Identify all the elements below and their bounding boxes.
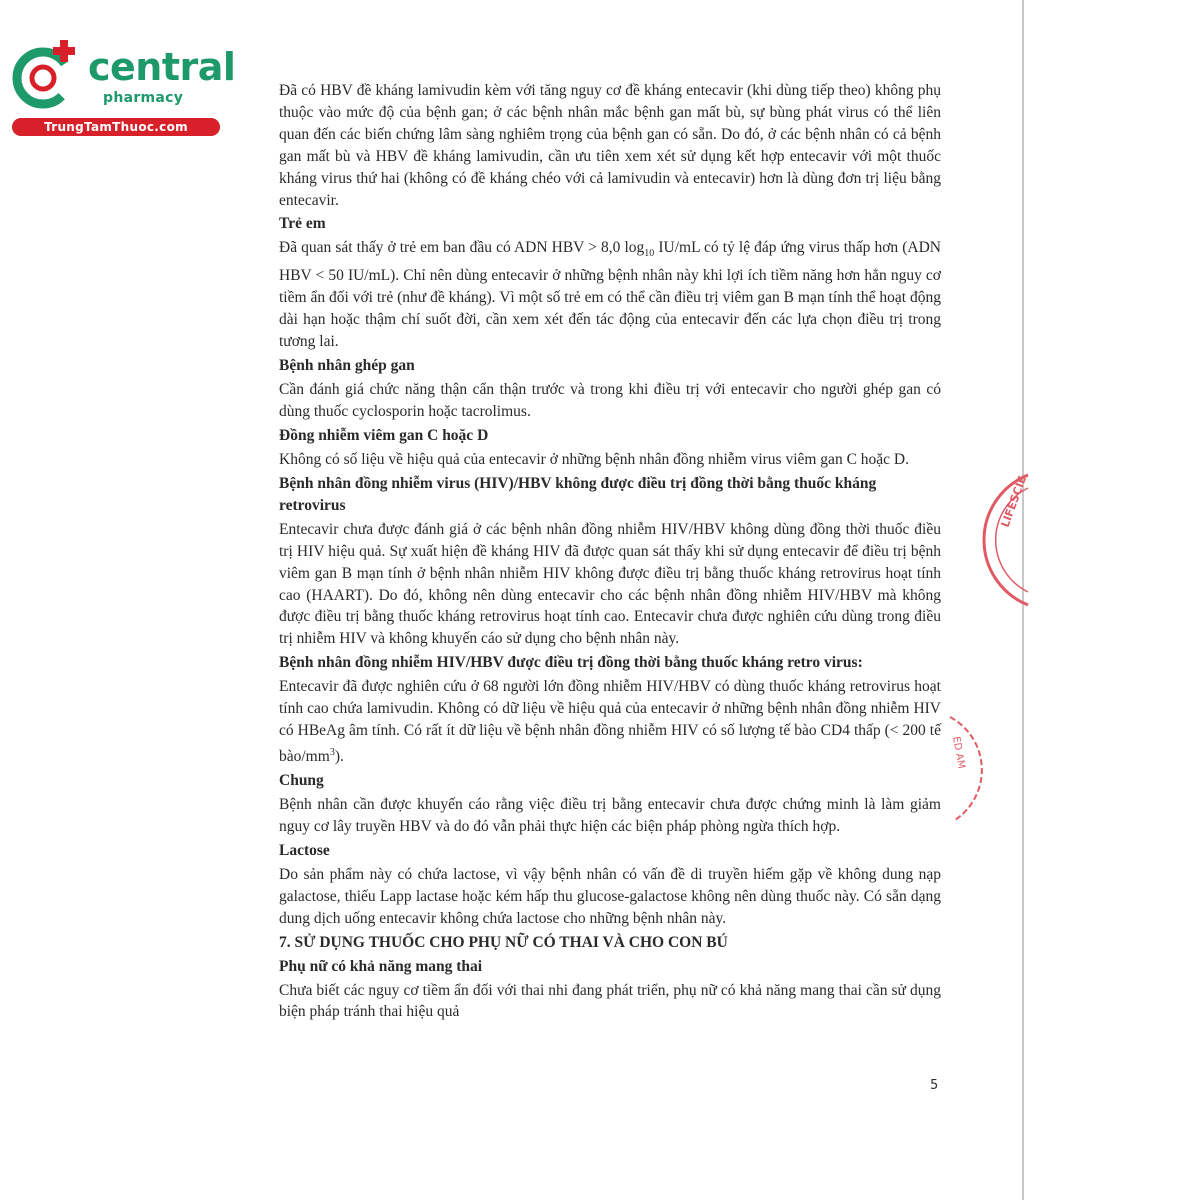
heading-liver-transplant: Bệnh nhân ghép gan [279,357,415,375]
paragraph-liver-transplant: Cần đánh giá chức năng thận cẩn thận trước và trong khi điều trị với entecavir cho người ghép gan có dùng thuốc cyclosporin hoặc tacrolimus. [279,381,941,420]
paragraph-hiv-untreated: Entecavir chưa được đánh giá ở các bệnh nhân đồng nhiễm HIV/HBV không dùng đồng thời thuốc điều trị HIV hiệu quả. Sự xuất hiện đề kháng HIV đã được quan sát thấy khi sử dụng entecavir để điều trị bệnh viêm gan B mạn tính ở bệnh nhân nhiễm HIV không được điều trị bằng thuốc kháng retrovirus hoạt tính cao (HAART). Do đó, không nên dùng entecavir cho các bệnh nhân đồng nhiễm HIV/HBV mà không được điều trị bằng thuốc kháng retrovirus hoạt tính cao. Entecavir chưa được nghiên cứu dùng trong điều trị nhiễm HIV và không khuyến cáo sử dụng cho bệnh nhân này. [279,520,941,648]
pharmacy-cross-icon [10,38,82,110]
heading-childbearing: Phụ nữ có khả năng mang thai [279,957,483,975]
stamp-text-1: LIFESCIE [998,474,1030,530]
paragraph-lamivudin-resistance: Đã có HBV đề kháng lamivudin kèm với tăng nguy cơ đề kháng entecavir (khi dùng tiếp theo) không phụ thuộc vào mức độ của bệnh gan; ở các bệnh nhân mắc bệnh gan mất bù, sự bùng phát virus có thể liên quan đến các biến chứng lâm sàng nghiêm trọng của bệnh gan có sẵn. Do đó, ở các bệnh nhân có cả bệnh gan mất bù và HBV đề kháng lamivudin, cần ưu tiên xem xét sử dụng kết hợp entecavir với một thuốc kháng virus thứ hai (không có đề kháng chéo với cả lamivudin và entecavir) hơn là dùng đơn trị liệu bằng entecavir. [279,82,941,209]
red-stamp-mark [980,470,1030,610]
paragraph-hepatitis-cd: Không có số liệu về hiệu quả của entecavir ở những bệnh nhân đồng nhiễm virus viêm gan C hoặc D. [279,450,909,468]
heading-hiv-treated: Bệnh nhân đồng nhiễm HIV/HBV được điều trị đồng thời bằng thuốc kháng retro virus: [279,654,863,672]
heading-hepatitis-cd: Đồng nhiễm viêm gan C hoặc D [279,426,489,444]
brand-sub: pharmacy [103,90,184,106]
document-body [279,80,941,1025]
paragraph-children: Đã quan sát thấy ở trẻ em ban đầu có ADN HBV > 8,0 $\log_{10} IU/mL$ có tỷ lệ đáp ứng virus thấp hơn (ADN HBV < 50 IU/mL). Chỉ nên dùng entecavir ở những bệnh nhân này khi lợi ích tiềm năng hơn hẳn nguy cơ tiềm ẩn đối với trẻ (như đề kháng). Vì một số trẻ em có thể cần điều trị viêm gan B mạn tính thể hoạt động dài hạn hoặc thậm chí suốt đời, cần xem xét đến tác động của entecavir đến các lựa chọn điều trị trong tương lai. [279,239,942,351]
stamp-text-2: ED AM [950,735,967,770]
section-title-pregnancy: 7. SỬ DỤNG THUỐC CHO PHỤ NỮ CÓ THAI VÀ CHO CON BÚ [279,933,728,951]
heading-children: Trẻ em [279,215,326,233]
brand-site-link[interactable]: TrungTamThuoc.com [12,118,220,136]
paragraph-hiv-treated: Entecavir đã được nghiên cứu ở 68 người lớn đồng nhiễm HIV/HBV có dùng thuốc kháng retrovirus hoạt tính cao chứa lamivudin. Không có dữ liệu về hiệu quả của entecavir ở những bệnh nhân đồng nhiễm HIV có HBeAg âm tính. Có rất ít dữ liệu về bệnh nhân đồng nhiễm HIV có số lượng tế bào CD4 thấp (< 200 tế bào/$mm^3$). [279,678,941,766]
heading-lactose: Lactose [279,841,330,859]
paragraph-general: Bệnh nhân cần được khuyến cáo rằng việc điều trị bằng entecavir chưa được chứng minh là làm giảm nguy cơ lây truyền HBV và do đó vẫn phải thực hiện các biện pháp phòng ngừa thích hợp. [279,796,941,835]
red-stamp-mark-partial [945,712,985,827]
page-number: 5 [930,1078,939,1093]
brand-name: central [88,45,236,89]
heading-general: Chung [279,772,324,789]
central-pharmacy-logo[interactable] [10,38,236,138]
paragraph-lactose: Do sản phẩm này có chứa lactose, vì vậy bệnh nhân có vấn đề di truyền hiếm gặp về không dung nạp galactose, thiếu Lapp lactase hoặc kém hấp thu glucose-galactose không nên dùng thuốc này. Có sẵn dạng dung dịch uống entecavir không chứa lactose cho những bệnh nhân này. [279,865,941,927]
paragraph-childbearing: Chưa biết các nguy cơ tiềm ẩn đối với thai nhi đang phát triển, phụ nữ có khả năng mang thai cần sử dụng biện pháp tránh thai hiệu quả [279,981,941,1021]
heading-hiv-untreated: Bệnh nhân đồng nhiễm virus (HIV)/HBV không được điều trị đồng thời bằng thuốc kháng retrovirus [279,474,877,514]
